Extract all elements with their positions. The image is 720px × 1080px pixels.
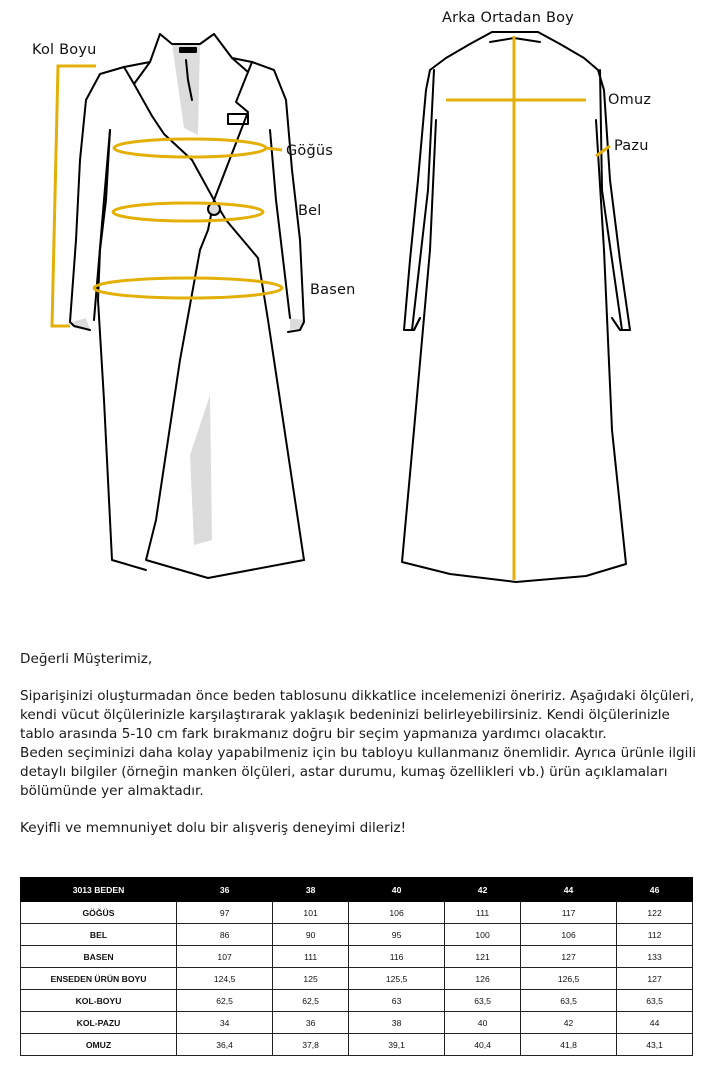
measurement-lines [52,36,610,580]
header-cell: 40 [348,878,444,902]
table-cell: 43,1 [617,1034,693,1056]
table-cell: 116 [348,946,444,968]
table-cell: 62,5 [177,990,273,1012]
table-row [21,946,693,968]
table-cell: 63,5 [445,990,521,1012]
size-chart-table [20,877,693,1056]
table-cell: 101 [273,902,349,924]
customer-message [20,650,702,838]
table-cell: 86 [177,924,273,946]
header-cell: 38 [273,878,349,902]
table-cell: 63 [348,990,444,1012]
table-cell: 117 [520,902,616,924]
table-cell: 107 [177,946,273,968]
table-cell: 112 [617,924,693,946]
table-cell: 125 [273,968,349,990]
label-bel: Bel [298,203,322,219]
front-coat-illustration [70,34,304,578]
table-row [21,902,693,924]
table-row [21,1034,693,1056]
table-cell: 127 [617,968,693,990]
table-cell: 133 [617,946,693,968]
label-basen: Basen [310,282,356,298]
paragraph-instructions: Siparişinizi oluşturmadan önce beden tablosunu dikkatlice incelemenizi öneririz. Aşağıdaki ölçüleri, kendi vücut ölçülerinizle karşılaştırarak yaklaşık bedeninizi belirleyebilirsiniz. Kendi ölçülerinizle tablo arasında 5-10 cm fark bırakmanız doğru bir seçim yapmanıza yardımcı olacaktır. [20,688,695,742]
row-label: BASEN [21,946,177,968]
table-cell: 44 [617,1012,693,1034]
table-cell: 41,8 [520,1034,616,1056]
row-label: OMUZ [21,1034,177,1056]
table-cell: 90 [273,924,349,946]
table-cell: 111 [445,902,521,924]
table-row [21,990,693,1012]
table-cell: 63,5 [520,990,616,1012]
header-cell: 44 [520,878,616,902]
table-cell: 40,4 [445,1034,521,1056]
bel-line [113,203,263,221]
table-cell: 62,5 [273,990,349,1012]
table-cell: 97 [177,902,273,924]
table-cell: 38 [348,1012,444,1034]
row-label: GÖĞÜS [21,902,177,924]
table-cell: 124,5 [177,968,273,990]
table-row [21,924,693,946]
row-label: KOL-BOYU [21,990,177,1012]
header-cell: 36 [177,878,273,902]
label-arka-ortadan-boy: Arka Ortadan Boy [442,10,574,26]
label-pazu: Pazu [614,138,649,154]
table-cell: 42 [520,1012,616,1034]
kol-boyu-line [52,66,96,326]
table-cell: 39,1 [348,1034,444,1056]
row-label: ENSEDEN ÜRÜN BOYU [21,968,177,990]
label-kol-boyu: Kol Boyu [32,42,97,58]
closing-message: Keyifli ve memnuniyet dolu bir alışveriş deneyimi dileriz! [20,820,407,836]
basen-line [94,278,282,298]
table-cell: 106 [520,924,616,946]
table-cell: 34 [177,1012,273,1034]
table-header-row [21,878,693,902]
back-coat-illustration [402,32,630,582]
row-label: KOL-PAZU [21,1012,177,1034]
gogus-leader [266,148,282,150]
table-cell: 125,5 [348,968,444,990]
table-cell: 111 [273,946,349,968]
greeting: Değerli Müşterimiz, [20,651,153,667]
table-cell: 95 [348,924,444,946]
table-cell: 100 [445,924,521,946]
table-cell: 37,8 [273,1034,349,1056]
table-cell: 126 [445,968,521,990]
header-cell: 42 [445,878,521,902]
table-cell: 122 [617,902,693,924]
table-row [21,968,693,990]
label-omuz: Omuz [608,92,652,108]
header-cell: 46 [617,878,693,902]
gogus-line [114,139,266,157]
table-cell: 63,5 [617,990,693,1012]
row-label: BEL [21,924,177,946]
paragraph-importance: Beden seçiminizi daha kolay yapabilmeniz için bu tabloyu kullanmanız önemlidir. Ayrıca ürünle ilgili detaylı bilgiler (örneğin manken ölçüleri, astar durumu, kumaş özellikleri vb.) ürün açıklamaları bölümünde yer almaktadır. [20,745,697,799]
header-cell: 3013 BEDEN [21,878,177,902]
label-gogus: Göğüs [286,143,334,159]
table-cell: 126,5 [520,968,616,990]
table-row [21,1012,693,1034]
table-cell: 36,4 [177,1034,273,1056]
table-cell: 36 [273,1012,349,1034]
table-cell: 40 [445,1012,521,1034]
table-cell: 106 [348,902,444,924]
table-cell: 121 [445,946,521,968]
table-cell: 127 [520,946,616,968]
